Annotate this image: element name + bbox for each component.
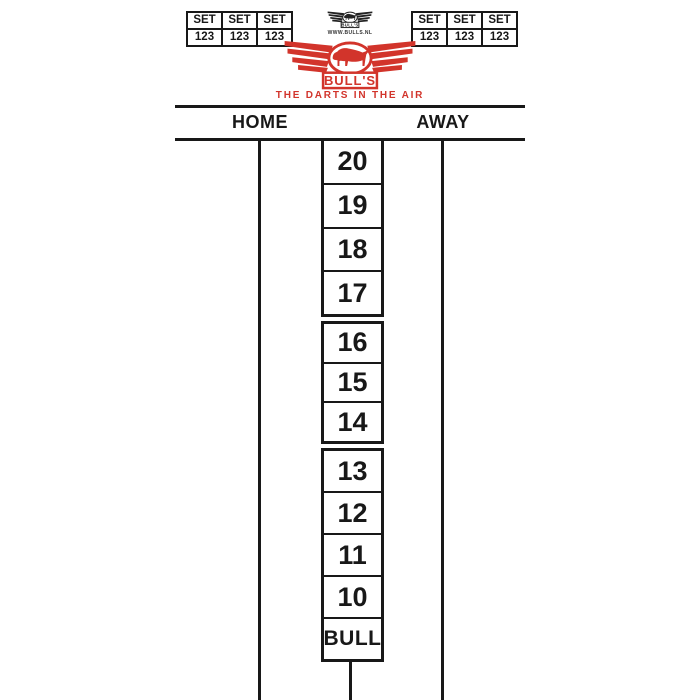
set-table-header-row: [187, 12, 292, 29]
set-table-value-row: [187, 29, 292, 46]
home-lane-line: [258, 138, 261, 700]
logo-brand-text: BULL'S: [323, 73, 377, 89]
bulls-logo: [280, 40, 420, 90]
set-header-cell: SET: [412, 12, 447, 29]
set-header-cell: SET: [447, 12, 482, 29]
score-cell-14: 14: [324, 401, 381, 441]
bulls-mini-logo: [321, 11, 379, 36]
set-value-cell: 123: [412, 29, 447, 46]
center-bottom-line: [349, 660, 352, 700]
away-label: AWAY: [416, 112, 470, 132]
set-table-home: [186, 11, 293, 47]
set-value-cell: 123: [257, 29, 292, 46]
set-header-cell: SET: [187, 12, 222, 29]
set-header-cell: SET: [257, 12, 292, 29]
set-value-cell: 123: [187, 29, 222, 46]
set-header-cell: SET: [222, 12, 257, 29]
score-cell-bull: BULL: [324, 617, 381, 659]
set-table-header-row: [412, 12, 517, 29]
score-cell-12: 12: [324, 491, 381, 533]
mini-logo-brand-text: BULL'S: [341, 22, 359, 28]
set-header-cell: SET: [482, 12, 517, 29]
number-column-group-2: [321, 321, 384, 444]
top-divider-line: [175, 105, 525, 108]
score-cell-10: 10: [324, 575, 381, 617]
set-value-cell: 123: [447, 29, 482, 46]
score-cell-20: 20: [337, 146, 368, 177]
set-value-cell: 123: [222, 29, 257, 46]
bulls-mini-logo-icon: [327, 11, 373, 29]
home-label: HOME: [232, 112, 288, 132]
number-column-group-3: [321, 448, 384, 662]
score-cell-16: 16: [337, 327, 368, 358]
score-cell-19: 19: [324, 183, 381, 227]
score-cell-13: 13: [337, 455, 368, 486]
set-value-cell: 123: [482, 29, 517, 46]
mini-logo-website-text: WWW.BULLS.NL: [327, 30, 373, 36]
set-table-value-row: [412, 29, 517, 46]
number-column-group-1: [321, 138, 384, 317]
score-cell-17: 17: [324, 270, 381, 314]
logo-tagline: THE DARTS IN THE AIR: [275, 90, 425, 101]
away-lane-line: [441, 138, 444, 700]
set-table-away: [411, 11, 518, 47]
score-cell-18: 18: [324, 227, 381, 271]
score-cell-11: 11: [324, 533, 381, 575]
score-cell-15: 15: [324, 362, 381, 402]
